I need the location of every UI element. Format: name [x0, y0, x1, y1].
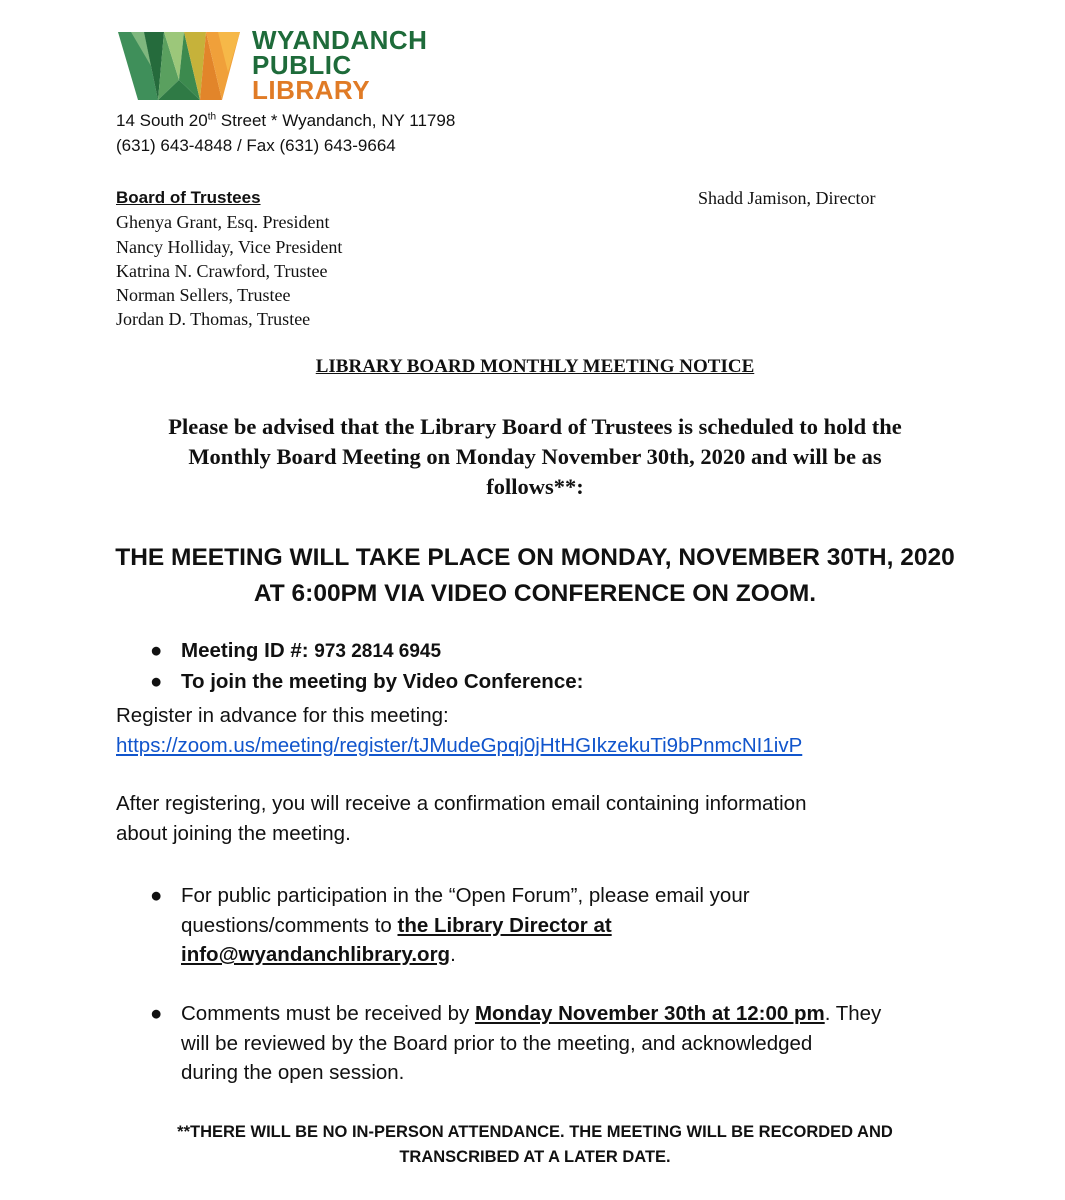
library-logo-icon	[118, 32, 240, 100]
director-email-link[interactable]: info@wyandanchlibrary.org	[181, 943, 451, 966]
attendance-footer-note	[110, 1120, 960, 1170]
join-label: To join the meeting by Video Conference:	[181, 670, 584, 693]
board-member: Ghenya Grant, Esq. President	[116, 212, 330, 233]
director-name: Shadd Jamison, Director	[698, 188, 876, 208]
open-forum-line: For public participation in the “Open Forum”, please email your	[181, 884, 750, 907]
street-post: Street * Wyandanch, NY 11798	[216, 111, 456, 130]
street-sup: th	[207, 111, 217, 123]
register-block	[116, 701, 802, 760]
board-member: Nancy Holliday, Vice President	[116, 236, 343, 257]
open-forum-period: .	[450, 943, 456, 966]
register-text: Register in advance for this meeting:	[116, 704, 449, 727]
advisory-line: Monthly Board Meeting on Monday November 30th, 2020 and will be as	[188, 444, 882, 469]
after-register-line: about joining the meeting.	[116, 821, 351, 845]
footer-line: TRANSCRIBED AT A LATER DATE.	[399, 1148, 671, 1166]
zoom-register-link[interactable]: https://zoom.us/meeting/register/tJMudeGpqj0jHtHGIkzekuTi9bPnmcNI1ivP	[116, 733, 803, 757]
after-register-paragraph	[116, 789, 936, 848]
board-of-trustees	[116, 186, 342, 332]
bullet-icon: ●	[150, 1002, 163, 1025]
library-address	[116, 108, 455, 158]
meeting-id-value: 973 2814 6945	[314, 641, 442, 662]
board-member: Norman Sellers, Trustee	[116, 285, 291, 306]
advisory-line: follows**:	[486, 474, 584, 499]
advisory-line: Please be advised that the Library Board of Trustees is scheduled to hold the	[168, 414, 902, 439]
library-logo-text	[252, 25, 428, 105]
headline-line: THE MEETING WILL TAKE PLACE ON MONDAY, NOVEMBER 30TH, 2020	[115, 544, 955, 571]
comments-pre: Comments must be received by	[181, 1002, 475, 1025]
logo-line-2: PUBLIC	[252, 50, 352, 80]
open-forum-pre: questions/comments to	[181, 913, 398, 937]
board-heading: Board of Trustees	[116, 188, 261, 207]
meeting-id-label: Meeting ID #:	[181, 639, 315, 662]
headline-line: AT 6:00PM VIA VIDEO CONFERENCE ON ZOOM.	[253, 580, 817, 607]
phone-fax: (631) 643-4848 / Fax (631) 643-9664	[116, 136, 396, 155]
comments-line: during the open session.	[181, 1061, 405, 1084]
bullet-icon: ●	[150, 639, 163, 662]
notice-title: LIBRARY BOARD MONTHLY MEETING NOTICE	[315, 356, 755, 377]
logo-line-3: LIBRARY	[252, 75, 371, 105]
advisory-paragraph	[110, 412, 960, 502]
street-pre: 14 South 20	[116, 111, 208, 130]
library-director-text: the Library Director at	[397, 913, 612, 937]
comments-line: will be reviewed by the Board prior to the meeting, and acknowledged	[181, 1031, 813, 1055]
street-address	[116, 108, 455, 133]
after-register-line: After registering, you will receive a confirmation email containing information	[116, 792, 807, 815]
bullet-icon: ●	[150, 884, 163, 907]
bullet-icon: ●	[150, 670, 163, 693]
board-member: Katrina N. Crawford, Trustee	[116, 260, 328, 281]
footer-line: **THERE WILL BE NO IN-PERSON ATTENDANCE. THE MEETING WILL BE RECORDED AND	[177, 1123, 893, 1141]
logo-line-1: WYANDANCH	[252, 25, 428, 55]
comments-post: . They	[824, 1002, 882, 1025]
meeting-headline	[100, 540, 970, 612]
comments-deadline: Monday November 30th at 12:00 pm	[474, 1002, 825, 1025]
board-member: Jordan D. Thomas, Trustee	[116, 309, 311, 330]
